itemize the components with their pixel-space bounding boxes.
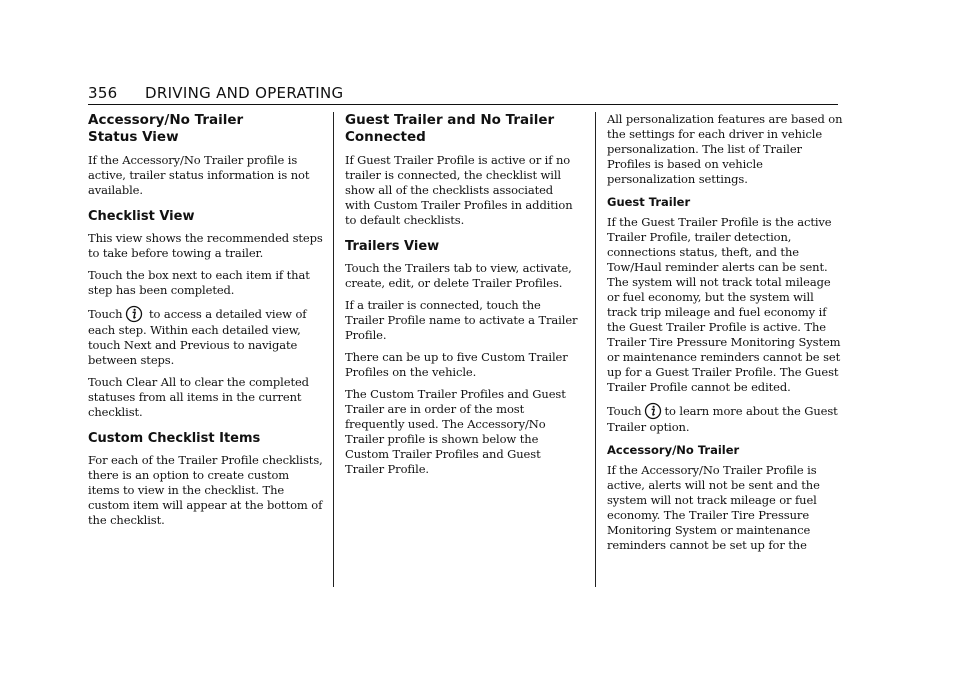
info-icon (644, 402, 662, 420)
text: to learn more about the Guest Trailer option. (607, 404, 838, 434)
column-divider (595, 112, 596, 587)
heading-accessory-no-trailer: Accessory/No Trailer (607, 443, 740, 457)
heading-custom-checklist-items: Custom Checklist Items (88, 431, 261, 446)
heading-guest-trailer-connected (345, 112, 581, 146)
column-divider (333, 112, 334, 587)
heading-trailers-view: Trailers View (345, 239, 440, 254)
paragraph: Touch Clear All to clear the completed statuses from all items in the current checklist. (88, 375, 309, 419)
paragraph: If the Guest Trailer Profile is the active Trailer Profile, trailer detection, connections status, theft, and the Tow/Haul reminder alerts can be sent. The system will not track total mileage or fuel economy, but the system will track trip mileage and fuel economy if the Guest Trailer Profile is active. The Trailer Tire Pressure Monitoring System or maintenance reminders cannot be set up for a Guest Trailer Profile. The Guest Trailer Profile cannot be edited. (607, 215, 841, 394)
header-rule (88, 104, 838, 105)
paragraph: There can be up to five Custom Trailer Profiles on the vehicle. (345, 350, 568, 379)
column-2 (345, 112, 581, 484)
text: Touch (607, 404, 642, 418)
paragraph: This view shows the recommended steps to take before towing a trailer. (88, 231, 323, 260)
heading-line: Accessory/No Trailer (88, 112, 244, 128)
paragraph: If a trailer is connected, touch the Trailer Profile name to activate a Trailer Profile. (345, 298, 578, 342)
column-3 (607, 112, 843, 560)
paragraph: Touch the Trailers tab to view, activate, create, edit, or delete Trailer Profiles. (345, 261, 572, 290)
paragraph: For each of the Trailer Profile checklists, there is an option to create custom items to view in the checklist. The custom item will appear at the bottom of the checklist. (88, 453, 323, 527)
paragraph: If the Accessory/No Trailer profile is active, trailer status information is not available. (88, 153, 310, 197)
paragraph-with-icon (607, 402, 843, 435)
section-title: DRIVING AND OPERATING (145, 84, 344, 102)
heading-line: Connected (345, 129, 426, 145)
text: Touch (88, 307, 123, 321)
paragraph: All personalization features are based on the settings for each driver in vehicle personalization. The list of Trailer Profiles is based on vehicle personalization settings. (607, 112, 843, 186)
text: to access a detailed view of each step. Within each detailed view, touch Next and Previous to navigate between steps. (88, 307, 307, 367)
paragraph: If the Accessory/No Trailer Profile is active, alerts will not be sent and the system will not track mileage or fuel economy. The Trailer Tire Pressure Monitoring System or maintenance reminders cannot be set up for the (607, 463, 820, 552)
paragraph: Touch the box next to each item if that step has been completed. (88, 268, 310, 297)
heading-checklist-view: Checklist View (88, 209, 195, 224)
heading-line: Guest Trailer and No Trailer (345, 112, 555, 128)
heading-guest-trailer: Guest Trailer (607, 195, 691, 209)
page-header (88, 82, 838, 104)
column-1 (88, 112, 324, 535)
heading-line: Status View (88, 129, 179, 145)
paragraph-with-icon (88, 305, 324, 368)
page-number: 356 (88, 84, 118, 102)
paragraph: If Guest Trailer Profile is active or if no trailer is connected, the checklist will show all of the checklists associated with Custom Trailer Profiles in addition to default checklists. (345, 153, 573, 227)
paragraph: The Custom Trailer Profiles and Guest Trailer are in order of the most frequently used. The Accessory/No Trailer profile is shown below the Custom Trailer Profiles and Guest Trailer Profile. (345, 387, 566, 476)
heading-status-view (88, 112, 324, 146)
info-icon (125, 305, 143, 323)
